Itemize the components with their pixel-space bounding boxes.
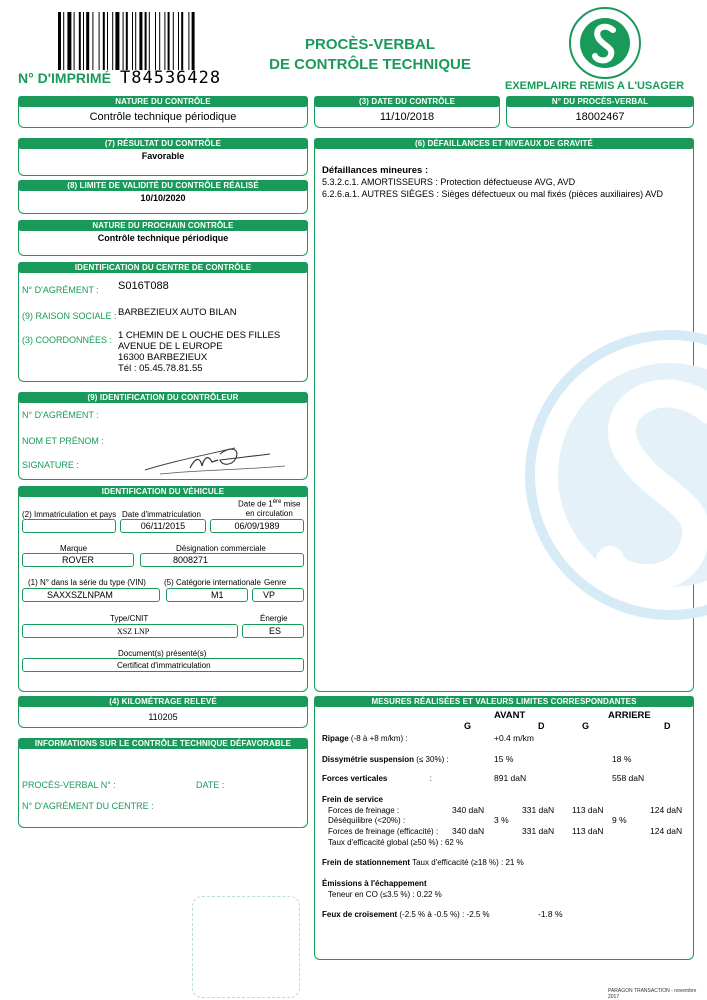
feux-left: -2.5 % [466,910,490,919]
ff-rg: 113 daN [572,805,604,815]
deseq-rear: 9 % [612,815,627,825]
emis-label: Teneur en CO (≤3.5 %) : [328,890,415,899]
marque-label: Marque [60,544,88,553]
ffe-rd: 124 daN [650,826,683,836]
vin-field [22,588,160,602]
defects-title: Défaillances mineures : [322,165,429,176]
dissym-front: 15 % [494,754,514,764]
categorie-value: M1 [211,590,224,600]
type-value: XSZ LNP [117,627,150,636]
centre-coord-label: (3) COORDONNÉES : [22,335,113,345]
forces-colon: : [429,774,432,783]
measures-arriere: ARRIERE [608,710,651,721]
first-circ-label-a: Date de 1 [238,499,273,509]
first-circ-label-b: mise [281,499,301,509]
unfavorable-date-label: DATE : [196,780,225,790]
ripage-row [322,734,408,743]
controleur-signature-label: SIGNATURE : [22,460,79,470]
dissym-label: Dissymétrie suspension [322,755,415,764]
centre-raison-value: BARBEZIEUX AUTO BILAN [118,307,237,318]
page-title-line1: PROCÈS-VERBAL [304,36,435,53]
docs-field [22,658,304,672]
taux-row [328,838,463,847]
energie-field [242,624,304,638]
next-control-value: Contrôle technique périodique [97,233,229,243]
first-circ-label [238,498,301,518]
mileage-header: (4) KILOMÉTRAGE RELEVÉ [18,696,308,707]
forces-rear: 558 daN [612,773,645,783]
genre-field [252,588,304,602]
ffe-rg: 113 daN [572,826,604,836]
centre-header: IDENTIFICATION DU CENTRE DE CONTRÔLE [18,262,308,273]
ripage-limit: (-8 à +8 m/km) : [350,734,408,743]
feux-label: Feux de croisement [322,910,398,919]
copy-label: EXEMPLAIRE REMIS A L'USAGER [505,80,685,92]
first-circ-sup: ère [272,499,282,505]
type-label: Type/CNIT [110,614,149,623]
emis-row [328,890,442,899]
centre-coord-line4: Tél : 05.45.78.81.55 [118,363,203,374]
forces-row [322,774,432,783]
ff-fg: 340 daN [452,805,485,815]
genre-value: VP [263,590,276,600]
categorie-field [166,588,248,602]
ff-label: Forces de freinage : [328,806,400,815]
vin-value: SAXXSZLNPAM [47,590,113,600]
stat-value: 21 % [505,858,524,867]
designation-label: Désignation commerciale [176,544,266,553]
ff-rd: 124 daN [650,805,683,815]
energie-value: ES [269,626,282,636]
stat-label: Frein de stationnement [322,858,411,867]
designation-field [140,553,304,567]
genre-label: Genre [264,578,287,587]
unfavorable-agrement-label: N° D'AGRÉMENT DU CENTRE : [22,801,154,811]
feux-right: -1.8 % [538,909,563,919]
barcode-graphic [58,12,228,70]
centre-coord-line1: 1 CHEMIN DE L OUCHE DES FILLES [118,330,281,341]
mileage-value: 110205 [148,712,178,722]
controleur-agrement-label: N° D'AGRÉMENT : [22,410,99,420]
centre-agrement-label: N° D'AGRÉMENT : [22,285,99,295]
taux-value: 62 % [444,838,464,847]
immat-field [22,519,116,533]
stamp-area [192,896,300,998]
date-immat-label: Date d'immatriculation [122,510,201,519]
pv-value: 18002467 [575,111,625,123]
dissym-row [322,755,449,764]
dissym-rear: 18 % [612,754,632,764]
forces-front: 891 daN [494,773,527,783]
emis-title: Émissions à l'échappement [322,879,427,888]
measures-g-rear: G [582,721,590,731]
forces-label: Forces verticales [322,774,388,783]
centre-agrement-value: S016T088 [118,280,169,292]
deseq-label: Déséquilibre (<20%) : [328,816,406,825]
pv-header: N° DU PROCÈS-VERBAL [506,96,694,107]
ff-fd: 331 daN [522,805,555,815]
vin-label: (1) N° dans la série du type (VIN) [28,578,146,587]
measures-avant: AVANT [494,710,526,721]
nature-value: Contrôle technique périodique [89,111,237,123]
date-immat-field: 06/11/2015 [120,519,206,533]
type-field [22,624,238,638]
printed-number-value: T84536428 [120,68,222,88]
page-title-line2: DE CONTRÔLE TECHNIQUE [269,56,471,73]
taux-label: Taux d'efficacité global (≥50 %) : [328,838,443,847]
marque-field: ROVER [22,553,134,567]
emis-value: 0.22 % [416,890,442,899]
immat-label: (2) Immatriculation et pays [22,510,117,519]
measures-d-rear: D [664,721,671,731]
date-header: (3) DATE DU CONTRÔLE [314,96,500,107]
defects-header: (6) DÉFAILLANCES ET NIVEAUX DE GRAVITÉ [314,138,694,149]
measures-d-front: D [538,721,545,731]
first-circ-label-c: en circulation [245,508,293,518]
nature-header: NATURE DU CONTRÔLE [18,96,308,107]
vehicle-header: IDENTIFICATION DU VÉHICULE [18,486,308,497]
printed-number-label: N° D'IMPRIMÉ [18,70,111,86]
securitest-logo [568,6,642,80]
watermark-logo [510,330,707,620]
frein-title: Frein de service [322,795,383,804]
centre-raison-label: (9) RAISON SOCIALE : [22,311,117,321]
footer-text: PARAGON TRANSACTION - novembre 2017 [608,988,697,1000]
centre-coord-line3: 16300 BARBEZIEUX [118,352,208,363]
controleur-name-label: NOM ET PRÉNOM : [22,436,104,446]
validity-header: (8) LIMITE DE VALIDITÉ DU CONTRÔLE RÉALISÉ [18,180,308,191]
measures-g-front: G [464,721,472,731]
ripage-value: +0.4 m/km [494,733,534,743]
defects-line1: 5.3.2.c.1. AMORTISSEURS : Protection défectueuse AVG, AVD [322,177,576,187]
result-value: Favorable [141,151,185,161]
centre-coord-line2: AVENUE DE L EUROPE [118,341,223,352]
ripage-label: Ripage [322,734,349,743]
first-circ-field: 06/09/1989 [210,519,304,533]
docs-label: Document(s) présenté(s) [118,649,207,658]
result-header: (7) RÉSULTAT DU CONTRÔLE [18,138,308,149]
categorie-label: (5) Catégorie internationale [164,578,261,587]
unfavorable-pv-label: PROCÈS-VERBAL N° : [22,780,116,790]
ffe-label: Forces de freinage (efficacité) : [328,827,439,836]
measures-header: MESURES RÉALISÉES ET VALEURS LIMITES CORRESPONDANTES [314,696,694,707]
unfavorable-header: INFORMATIONS SUR LE CONTRÔLE TECHNIQUE DÉFAVORABLE [18,738,308,749]
validity-value: 10/10/2020 [140,193,186,203]
stat-limit: Taux d'efficacité (≥18 %) : [412,858,504,867]
feux-limit: (-2.5 % à -0.5 %) : [399,910,465,919]
designation-value: 8008271 [173,555,209,565]
dissym-limit: (≤ 30%) : [416,755,449,764]
date-value: 11/10/2018 [379,111,435,123]
defects-line2: 6.2.6.a.1. AUTRES SIÈGES : Sièges défectueux ou mal fixés (pièces auxiliaires) AVD [322,189,663,199]
signature-image [140,440,290,476]
energie-label: Énergie [260,614,288,623]
ffe-fd: 331 daN [522,826,555,836]
docs-value: Certificat d'immatriculation [117,661,211,670]
feux-row [322,910,490,919]
deseq-front: 3 % [494,815,509,825]
barcode [58,12,228,70]
stat-row [322,858,524,867]
next-control-header: NATURE DU PROCHAIN CONTRÔLE [18,220,308,231]
controleur-header: (9) IDENTIFICATION DU CONTRÔLEUR [18,392,308,403]
ffe-fg: 340 daN [452,826,485,836]
